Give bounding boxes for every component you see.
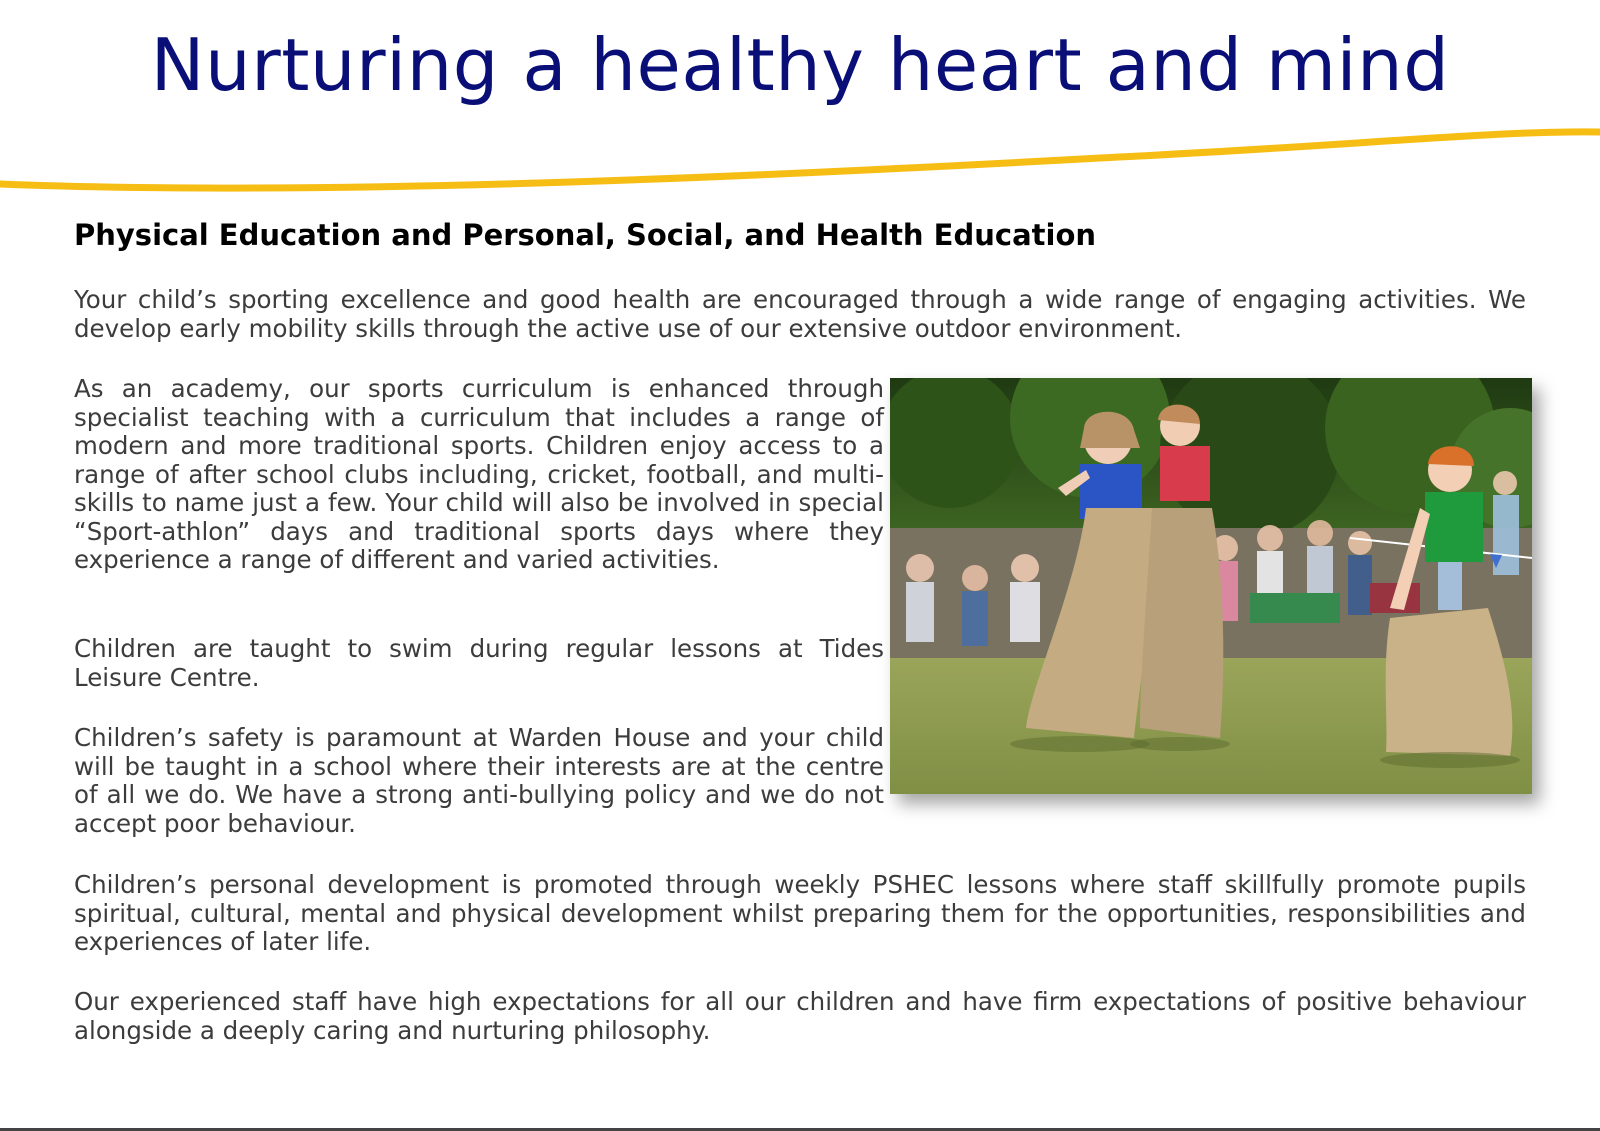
intro-paragraph: Your child’s sporting excellence and good health are encouraged through a wide range of engaging activities. We develop early mobility skills through the active use of our extensive outdoor environment.: [74, 285, 1526, 343]
swim-paragraph: Children are taught to swim during regular lessons at Tides Leisure Centre.: [74, 634, 884, 692]
sack-race-illustration: [890, 378, 1532, 794]
academy-paragraph: As an academy, our sports curriculum is enhanced through specialist teaching with a curriculum that includes a range of modern and more traditional sports. Children enjoy access to a range of after school clubs including, cricket, football, and multi-skills to name just a few. Your child will also be involved in special “Sport-athlon” days and traditional sports days where they experience a range of different and varied activities.: [74, 374, 884, 574]
safety-paragraph: Children’s safety is paramount at Warden House and your child will be taught in a school where their interests are at the centre of all we do. We have a strong anti-bullying policy and we do not accept poor behaviour.: [74, 723, 884, 838]
page-title: Nurturing a healthy heart and mind: [150, 23, 1450, 107]
section-heading: Physical Education and Personal, Social, and Health Education: [74, 218, 1097, 252]
sack-race-photo: [890, 378, 1532, 794]
staff-paragraph: Our experienced staff have high expectations for all our children and have firm expectations of positive behaviour alongside a deeply caring and nurturing philosophy.: [74, 987, 1526, 1045]
personal-development-paragraph: Children’s personal development is promoted through weekly PSHEC lessons where staff skillfully promote pupils spiritual, cultural, mental and physical development whilst preparing them for the opportunities, responsibilities and experiences of later life.: [74, 870, 1526, 956]
yellow-swoosh-divider: [0, 118, 1600, 208]
